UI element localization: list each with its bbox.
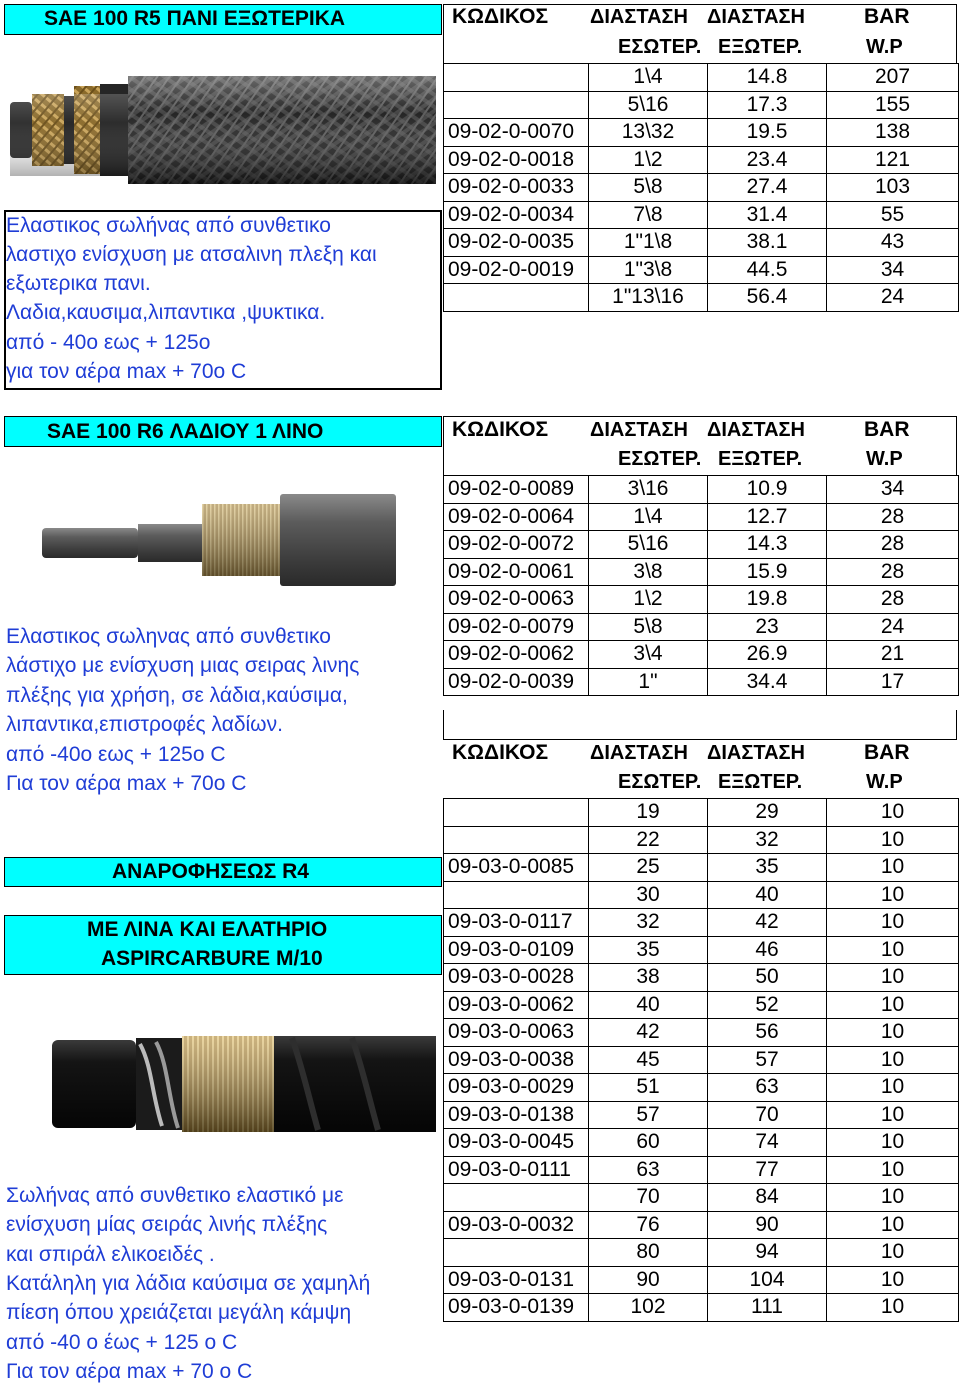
outer-diameter-cell: 74 (708, 1129, 827, 1157)
outer-diameter-cell: 63 (708, 1074, 827, 1102)
inner-diameter-cell: 51 (589, 1074, 708, 1102)
section2-header-inner2: ΕΣΩΤΕΡ. (618, 448, 702, 470)
outer-diameter-cell: 35 (708, 854, 827, 882)
section3-desc-line-7: Για τον αέρα max + 70 ο C (6, 1360, 253, 1383)
table-row (444, 991, 959, 1019)
pressure-cell: 34 (827, 476, 959, 504)
code-cell: 09-02-0-0034 (444, 201, 589, 229)
inner-diameter-cell: 13\32 (589, 119, 708, 147)
table-row (444, 284, 959, 312)
section1-header-outer2: ΕΞΩΤΕΡ. (718, 36, 803, 58)
pressure-cell: 10 (827, 1239, 959, 1267)
pressure-cell: 10 (827, 936, 959, 964)
code-cell: 09-03-0-0032 (444, 1211, 589, 1239)
code-cell: 09-03-0-0063 (444, 1019, 589, 1047)
section2-desc-line-3: πλέξης για χρήση, σε λάδια,καύσιμα, (6, 684, 348, 707)
code-cell: 09-03-0-0111 (444, 1156, 589, 1184)
section3-header-inner2: ΕΣΩΤΕΡ. (618, 771, 702, 793)
inner-diameter-cell: 57 (589, 1101, 708, 1129)
inner-diameter-cell: 1" (589, 668, 708, 696)
section3-title3: ASPIRCARBURE M/10 (101, 947, 323, 970)
table-row (444, 91, 959, 119)
code-cell: 09-03-0-0038 (444, 1046, 589, 1074)
outer-diameter-cell: 56 (708, 1019, 827, 1047)
outer-diameter-cell: 46 (708, 936, 827, 964)
inner-diameter-cell: 5\16 (589, 531, 708, 559)
inner-diameter-cell: 1"3\8 (589, 256, 708, 284)
section1-desc-line-4: Λαδια,καυσιμα,λιπαντικα ,ψυκτικα. (6, 301, 326, 324)
inner-diameter-cell: 90 (589, 1266, 708, 1294)
pressure-cell: 24 (827, 613, 959, 641)
code-cell: 09-03-0-0109 (444, 936, 589, 964)
table-row (444, 201, 959, 229)
pressure-cell: 10 (827, 1046, 959, 1074)
table-row (444, 936, 959, 964)
table-row (444, 1019, 959, 1047)
inner-diameter-cell: 19 (589, 799, 708, 827)
code-cell: 09-03-0-0062 (444, 991, 589, 1019)
table-row (444, 256, 959, 284)
section3-header-bar: BAR (864, 741, 910, 764)
pressure-cell: 10 (827, 1019, 959, 1047)
pressure-cell: 10 (827, 1101, 959, 1129)
inner-diameter-cell: 76 (589, 1211, 708, 1239)
outer-diameter-cell: 77 (708, 1156, 827, 1184)
inner-diameter-cell: 1\2 (589, 586, 708, 614)
code-cell: 09-03-0-0085 (444, 854, 589, 882)
table-row (444, 881, 959, 909)
table-row (444, 1239, 959, 1267)
table-row (444, 641, 959, 669)
section2-desc-line-2: λάστιχο με ενίσχυση μιας σειρας λινης (6, 654, 360, 677)
table-row (444, 1074, 959, 1102)
pressure-cell: 10 (827, 1156, 959, 1184)
table-row (444, 1129, 959, 1157)
code-cell: 09-03-0-0139 (444, 1294, 589, 1322)
section3-header-code: ΚΩΔΙΚΟΣ (452, 741, 549, 764)
pressure-cell: 43 (827, 229, 959, 257)
inner-diameter-cell: 35 (589, 936, 708, 964)
code-cell: 09-02-0-0079 (444, 613, 589, 641)
inner-diameter-cell: 80 (589, 1239, 708, 1267)
section2-desc-line-5: από -40ο εως + 125ο C (6, 743, 226, 766)
section1-header-inner: ΔΙΑΣΤΑΣΗ (590, 6, 688, 28)
section1-desc-line-6: για τον αέρα max + 70o C (6, 360, 247, 383)
section3-table (443, 798, 959, 1322)
section1-header-bar: BAR (864, 5, 910, 28)
table-row (444, 119, 959, 147)
pressure-cell: 10 (827, 1266, 959, 1294)
pressure-cell: 10 (827, 799, 959, 827)
inner-diameter-cell: 5\8 (589, 613, 708, 641)
inner-diameter-cell: 102 (589, 1294, 708, 1322)
table-row (444, 229, 959, 257)
section2-header-bar2: W.P (866, 448, 903, 470)
inner-diameter-cell: 70 (589, 1184, 708, 1212)
inner-diameter-cell: 22 (589, 826, 708, 854)
section1-desc-line-2: λαστιχο ενίσχυση με ατσαλινη πλεξη και (6, 243, 377, 266)
pressure-cell: 28 (827, 558, 959, 586)
table-row (444, 826, 959, 854)
table-row (444, 586, 959, 614)
section3-desc-line-1: Σωλήνας από συνθετικο ελαστικό με (6, 1184, 344, 1207)
inner-diameter-cell: 5\8 (589, 174, 708, 202)
code-cell: 09-02-0-0033 (444, 174, 589, 202)
outer-diameter-cell: 70 (708, 1101, 827, 1129)
code-cell: 09-02-0-0064 (444, 503, 589, 531)
inner-diameter-cell: 42 (589, 1019, 708, 1047)
outer-diameter-cell: 23.4 (708, 146, 827, 174)
pressure-cell: 10 (827, 881, 959, 909)
section3-desc-line-4: Κατάληλη για λάδια καύσιμα σε χαμηλή (6, 1272, 371, 1295)
section2-header-inner: ΔΙΑΣΤΑΣΗ (590, 419, 688, 441)
section3-desc-line-5: πίεση όπου χρειάζεται μεγάλη κάμψη (6, 1301, 352, 1324)
pressure-cell: 28 (827, 503, 959, 531)
inner-diameter-cell: 3\4 (589, 641, 708, 669)
pressure-cell: 34 (827, 256, 959, 284)
outer-diameter-cell: 40 (708, 881, 827, 909)
outer-diameter-cell: 57 (708, 1046, 827, 1074)
section2-header-outer: ΔΙΑΣΤΑΣΗ (707, 419, 805, 441)
pressure-cell: 103 (827, 174, 959, 202)
hose-r5-image (10, 76, 436, 184)
code-cell (444, 826, 589, 854)
outer-diameter-cell: 31.4 (708, 201, 827, 229)
inner-diameter-cell: 45 (589, 1046, 708, 1074)
section2-table-end-row (443, 710, 957, 740)
section3-header-outer2: ΕΞΩΤΕΡ. (718, 771, 803, 793)
section3-desc-line-3: και σπιράλ ελικοειδές . (6, 1243, 215, 1266)
hose-r6-image (42, 494, 396, 586)
code-cell: 09-02-0-0061 (444, 558, 589, 586)
code-cell (444, 881, 589, 909)
code-cell (444, 64, 589, 92)
outer-diameter-cell: 94 (708, 1239, 827, 1267)
outer-diameter-cell: 90 (708, 1211, 827, 1239)
inner-diameter-cell: 1"13\16 (589, 284, 708, 312)
section1-desc-line-5: από - 40ο εως + 125ο (6, 331, 211, 354)
pressure-cell: 155 (827, 91, 959, 119)
outer-diameter-cell: 10.9 (708, 476, 827, 504)
section1-header-inner2: ΕΣΩΤΕΡ. (618, 36, 702, 58)
outer-diameter-cell: 52 (708, 991, 827, 1019)
pressure-cell: 28 (827, 586, 959, 614)
code-cell: 09-03-0-0028 (444, 964, 589, 992)
outer-diameter-cell: 29 (708, 799, 827, 827)
code-cell: 09-03-0-0138 (444, 1101, 589, 1129)
section1-table (443, 63, 959, 312)
pressure-cell: 138 (827, 119, 959, 147)
code-cell: 09-02-0-0019 (444, 256, 589, 284)
outer-diameter-cell: 44.5 (708, 256, 827, 284)
pressure-cell: 10 (827, 1129, 959, 1157)
code-cell (444, 284, 589, 312)
outer-diameter-cell: 111 (708, 1294, 827, 1322)
pressure-cell: 21 (827, 641, 959, 669)
inner-diameter-cell: 38 (589, 964, 708, 992)
section2-header-code: ΚΩΔΙΚΟΣ (452, 418, 549, 441)
pressure-cell: 121 (827, 146, 959, 174)
code-cell: 09-03-0-0131 (444, 1266, 589, 1294)
table-row (444, 1156, 959, 1184)
outer-diameter-cell: 38.1 (708, 229, 827, 257)
inner-diameter-cell: 60 (589, 1129, 708, 1157)
table-row (444, 64, 959, 92)
inner-diameter-cell: 7\8 (589, 201, 708, 229)
outer-diameter-cell: 34.4 (708, 668, 827, 696)
table-row (444, 909, 959, 937)
pressure-cell: 10 (827, 1211, 959, 1239)
section3-desc-line-2: ενίσχυση μίας σειράς λινής πλέξης (6, 1213, 328, 1236)
section3-title2: ΜΕ ΛΙΝΑ ΚΑΙ ΕΛΑΤΗΡΙΟ (87, 918, 328, 941)
section2-desc-line-6: Για τον αέρα max + 70o C (6, 772, 247, 795)
inner-diameter-cell: 3\8 (589, 558, 708, 586)
table-row (444, 531, 959, 559)
inner-diameter-cell: 30 (589, 881, 708, 909)
code-cell: 09-03-0-0117 (444, 909, 589, 937)
section1-header-code: ΚΩΔΙΚΟΣ (452, 5, 549, 28)
outer-diameter-cell: 14.8 (708, 64, 827, 92)
section1-desc-line-1: Ελαστικος σωλήνας από συνθετικο (6, 214, 331, 237)
code-cell: 09-02-0-0035 (444, 229, 589, 257)
inner-diameter-cell: 63 (589, 1156, 708, 1184)
table-row (444, 1101, 959, 1129)
code-cell: 09-02-0-0039 (444, 668, 589, 696)
inner-diameter-cell: 32 (589, 909, 708, 937)
table-row (444, 1294, 959, 1322)
code-cell (444, 799, 589, 827)
table-row (444, 503, 959, 531)
pressure-cell: 10 (827, 1184, 959, 1212)
section1-header-outer: ΔΙΑΣΤΑΣΗ (707, 6, 805, 28)
outer-diameter-cell: 14.3 (708, 531, 827, 559)
code-cell: 09-03-0-0029 (444, 1074, 589, 1102)
pressure-cell: 10 (827, 991, 959, 1019)
outer-diameter-cell: 17.3 (708, 91, 827, 119)
section3-header-bar2: W.P (866, 771, 903, 793)
table-row (444, 799, 959, 827)
section3-desc-line-6: από -40 ο έως + 125 ο C (6, 1331, 238, 1354)
outer-diameter-cell: 19.8 (708, 586, 827, 614)
section1-header-bar2: W.P (866, 36, 903, 58)
outer-diameter-cell: 23 (708, 613, 827, 641)
table-row (444, 1184, 959, 1212)
table-row (444, 668, 959, 696)
pressure-cell: 10 (827, 826, 959, 854)
pressure-cell: 10 (827, 1074, 959, 1102)
outer-diameter-cell: 32 (708, 826, 827, 854)
code-cell: 09-02-0-0070 (444, 119, 589, 147)
inner-diameter-cell: 5\16 (589, 91, 708, 119)
section2-desc-line-4: λιπαντικα,επιστροφές λαδίων. (6, 713, 283, 736)
outer-diameter-cell: 12.7 (708, 503, 827, 531)
section3-header-outer: ΔΙΑΣΤΑΣΗ (707, 742, 805, 764)
inner-diameter-cell: 25 (589, 854, 708, 882)
pressure-cell: 207 (827, 64, 959, 92)
code-cell: 09-02-0-0089 (444, 476, 589, 504)
outer-diameter-cell: 56.4 (708, 284, 827, 312)
code-cell (444, 91, 589, 119)
table-row (444, 854, 959, 882)
pressure-cell: 28 (827, 531, 959, 559)
table-row (444, 174, 959, 202)
section3-header-inner: ΔΙΑΣΤΑΣΗ (590, 742, 688, 764)
section2-title: SAE 100 R6 ΛΑΔΙΟΥ 1 ΛΙΝΟ (47, 420, 324, 443)
outer-diameter-cell: 42 (708, 909, 827, 937)
table-row (444, 964, 959, 992)
code-cell (444, 1184, 589, 1212)
table-row (444, 1266, 959, 1294)
code-cell: 09-02-0-0072 (444, 531, 589, 559)
code-cell: 09-02-0-0062 (444, 641, 589, 669)
pressure-cell: 10 (827, 1294, 959, 1322)
outer-diameter-cell: 27.4 (708, 174, 827, 202)
section2-table (443, 475, 959, 696)
inner-diameter-cell: 1\4 (589, 64, 708, 92)
outer-diameter-cell: 104 (708, 1266, 827, 1294)
section2-header-outer2: ΕΞΩΤΕΡ. (718, 448, 803, 470)
inner-diameter-cell: 1\2 (589, 146, 708, 174)
inner-diameter-cell: 40 (589, 991, 708, 1019)
code-cell: 09-03-0-0045 (444, 1129, 589, 1157)
outer-diameter-cell: 84 (708, 1184, 827, 1212)
section1-desc-line-3: εξωτερικα πανι. (6, 272, 151, 295)
pressure-cell: 10 (827, 964, 959, 992)
hose-r4-image (52, 1036, 436, 1132)
table-row (444, 476, 959, 504)
pressure-cell: 24 (827, 284, 959, 312)
code-cell: 09-02-0-0063 (444, 586, 589, 614)
inner-diameter-cell: 1"1\8 (589, 229, 708, 257)
section3-title1: ΑΝΑΡΟΦΗΣΕΩΣ R4 (112, 860, 309, 883)
outer-diameter-cell: 50 (708, 964, 827, 992)
table-row (444, 613, 959, 641)
outer-diameter-cell: 19.5 (708, 119, 827, 147)
section2-header-bar: BAR (864, 418, 910, 441)
pressure-cell: 55 (827, 201, 959, 229)
pressure-cell: 17 (827, 668, 959, 696)
outer-diameter-cell: 15.9 (708, 558, 827, 586)
outer-diameter-cell: 26.9 (708, 641, 827, 669)
table-row (444, 558, 959, 586)
table-row (444, 1211, 959, 1239)
pressure-cell: 10 (827, 854, 959, 882)
section1-title: SAE 100 R5 ΠΑΝΙ ΕΞΩΤΕΡΙΚΑ (44, 7, 346, 30)
code-cell (444, 1239, 589, 1267)
table-row (444, 1046, 959, 1074)
inner-diameter-cell: 3\16 (589, 476, 708, 504)
section2-desc-line-1: Ελαστικος σωληνας από συνθετικο (6, 625, 331, 648)
pressure-cell: 10 (827, 909, 959, 937)
inner-diameter-cell: 1\4 (589, 503, 708, 531)
code-cell: 09-02-0-0018 (444, 146, 589, 174)
table-row (444, 146, 959, 174)
